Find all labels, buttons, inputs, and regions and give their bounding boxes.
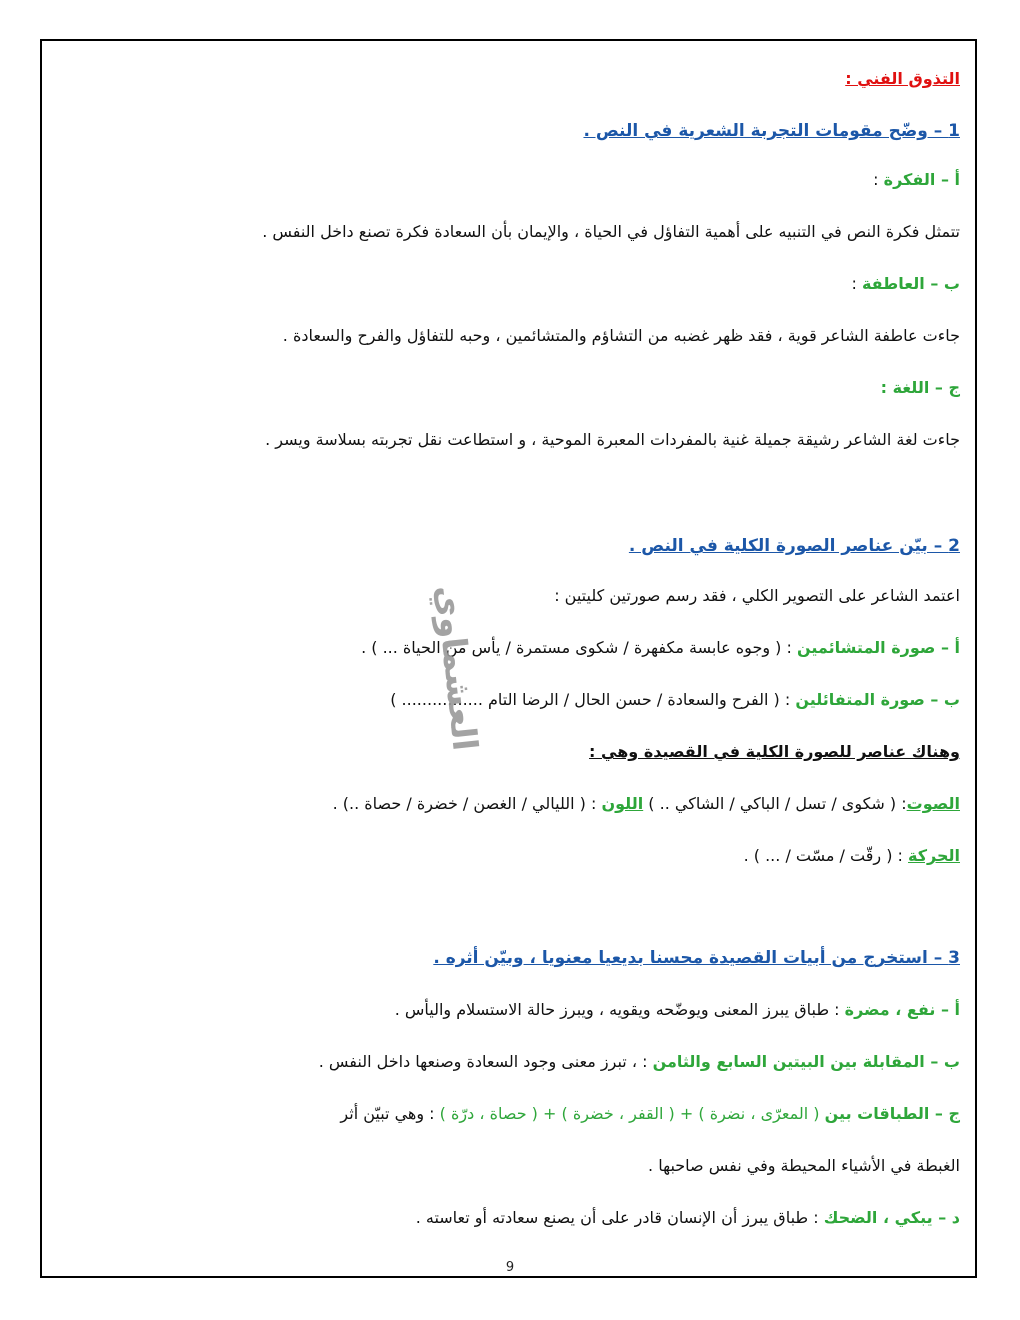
question-3-title: 3 – استخرج من أبيات القصيدة محسنا بديعيا معنويا ، وبيّن أثره . bbox=[433, 948, 960, 968]
q2-optimists-label: ب – صورة المتفائلين bbox=[795, 690, 960, 709]
q2-pessimists-label: أ – صورة المتشائمين bbox=[796, 638, 960, 657]
section-title: التذوق الفني : bbox=[845, 69, 960, 88]
question-1-title: 1 – وضّح مقومات التجربة الشعرية في النص . bbox=[583, 121, 960, 141]
q1-language-text: جاءت لغة الشاعر رشيقة جميلة غنية بالمفردات المعبرة الموحية ، و استطاعت نقل تجربته بسلاسة ويسر . bbox=[265, 430, 960, 449]
q3-b-label: ب – المقابلة بين البيتين السابع والثامن bbox=[652, 1052, 960, 1071]
q3-a-label: أ – نفع ، مضرة bbox=[844, 1000, 960, 1019]
q2-sound-label: الصوت bbox=[906, 794, 960, 813]
q1-idea-label: أ – الفكرة bbox=[883, 170, 960, 189]
q3-d-text: : طباق يبرز أن الإنسان قادر على أن يصنع سعادته أو تعاسته . bbox=[415, 1208, 824, 1227]
q1-idea-text: تتمثل فكرة النص في التنبيه على أهمية التفاؤل في الحياة ، والإيمان بأن السعادة فكرة تصنع داخل النفس . bbox=[262, 222, 960, 241]
q3-c-text-continued: الغبطة في الأشياء المحيطة وفي نفس صاحبها . bbox=[648, 1156, 960, 1175]
q2-motion-text: : ( رقّت / مسّت / ... ) . bbox=[743, 846, 909, 865]
q3-c-line bbox=[340, 1102, 960, 1126]
q2-elements-title: وهناك عناصر للصورة الكلية في القصيدة وهي : bbox=[589, 742, 960, 761]
q2-optimists-text: : ( الفرح والسعادة / حسن الحال / الرضا التام ................ ) bbox=[390, 690, 796, 709]
q3-b-text: : ، تبرز معنى وجود السعادة وصنعها داخل النفس . bbox=[318, 1052, 653, 1071]
q1-emotion-sep: : bbox=[851, 274, 862, 293]
q1-idea-sep: : bbox=[873, 170, 884, 189]
q2-sound-text: : ( شكوى / تسل / الباكي / الشاكي .. ) bbox=[643, 794, 907, 813]
q2-motion-line bbox=[744, 844, 960, 868]
q2-pessimists-text: : ( وجوه عابسة مكفهرة / شكوى مستمرة / يأس من الحياة ... ) . bbox=[361, 638, 797, 657]
q2-motion-label: الحركة bbox=[908, 846, 960, 865]
q1-idea-heading bbox=[873, 168, 960, 192]
question-2-title: 2 – بيّن عناصر الصورة الكلية في النص . bbox=[628, 536, 960, 556]
q3-b-line bbox=[319, 1050, 960, 1074]
q3-d-line bbox=[416, 1206, 960, 1230]
q1-emotion-label: ب – العاطفة bbox=[861, 274, 960, 293]
q3-a-line bbox=[395, 998, 960, 1022]
q1-emotion-heading bbox=[851, 272, 960, 296]
q2-color-text: : ( الليالي / الغصن / خضرة / حصاة ..) . bbox=[332, 794, 602, 813]
q3-c-pairs: ( المعرّى ، نضرة ) + ( القفر ، خضرة ) + ( حصاة ، درّة ) bbox=[434, 1104, 825, 1123]
q3-a-text: : طباق يبرز المعنى ويوضّحه ويقويه ، ويبرز حالة الاستسلام واليأس . bbox=[394, 1000, 845, 1019]
q3-d-label: د – يبكي ، الضحك bbox=[823, 1208, 960, 1227]
q3-c-label: ج – الطباقات بين bbox=[824, 1104, 960, 1123]
q1-emotion-text: جاءت عاطفة الشاعر قوية ، فقد ظهر غضبه من التشاؤم والمتشائمين ، وحبه للتفاؤل والفرح والسعادة . bbox=[282, 326, 960, 345]
q2-intro: اعتمد الشاعر على التصوير الكلي ، فقد رسم صورتين كليتين : bbox=[554, 586, 960, 605]
watermark: العشماوي bbox=[427, 583, 485, 753]
q3-c-text: : وهي تبيّن أثر bbox=[340, 1104, 435, 1123]
q2-sound-color-line bbox=[333, 792, 960, 816]
page-number: 9 bbox=[505, 1260, 515, 1275]
q2-color-label: اللون bbox=[601, 794, 644, 813]
q1-language-label: ج – اللغة : bbox=[880, 378, 960, 397]
